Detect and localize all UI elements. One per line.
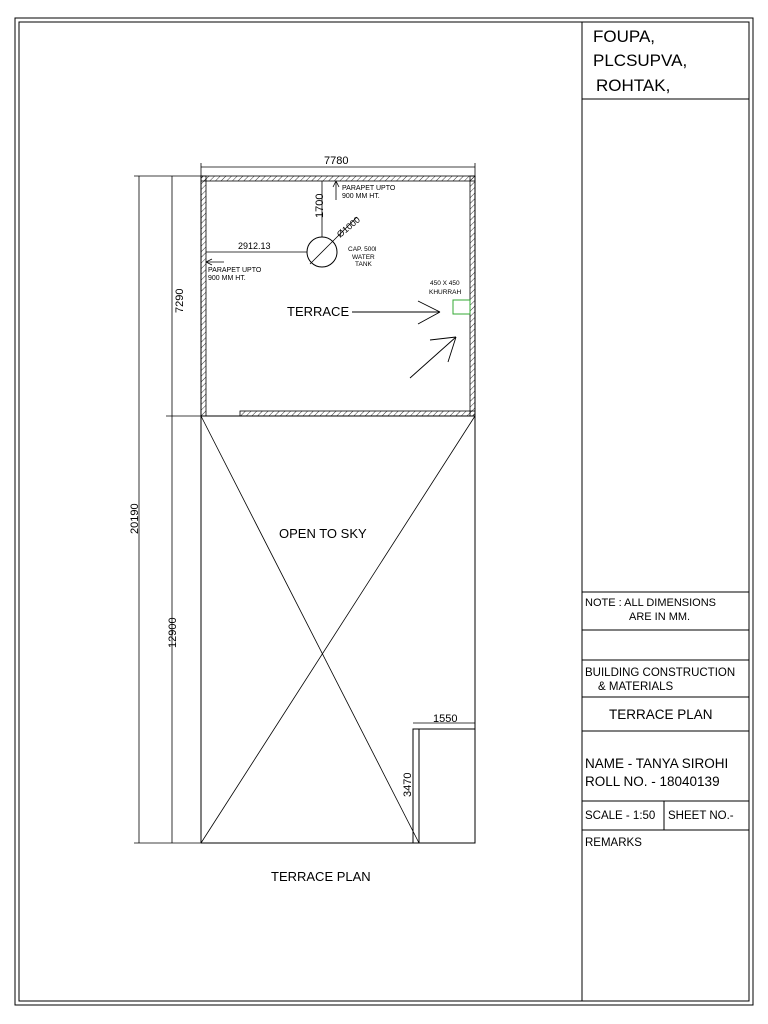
terrace-label: TERRACE (287, 304, 350, 319)
sheet-no-label: SHEET NO.- (668, 810, 734, 822)
terrace-wall-left (201, 176, 206, 416)
dim-overall-width: 7780 (324, 155, 349, 167)
sheet-title: TERRACE PLAN (609, 707, 713, 722)
parapet-top-line-1: PARAPET UPTO (342, 185, 396, 192)
remarks-label: REMARKS (585, 837, 642, 849)
khurrah (453, 300, 470, 314)
khurrah-label-line-1: 450 X 450 (430, 280, 460, 287)
outer-border (15, 18, 753, 1005)
parapet-left-line-2: 900 MM HT. (208, 275, 246, 282)
khurrah-label-line-2: KHURRAH (429, 289, 462, 296)
terrace-wall-right (470, 176, 475, 416)
parapet-top-line-2: 900 MM HT. (342, 193, 380, 200)
note-line-1: NOTE : ALL DIMENSIONS (585, 597, 717, 609)
roll-number: ROLL NO. - 18040139 (585, 774, 720, 789)
dim-small-block-width: 1550 (433, 713, 458, 725)
tank-diameter: Ø1000 (334, 214, 362, 240)
parapet-left-line-1: PARAPET UPTO (208, 267, 262, 274)
institute-line-2: PLCSUPVA, (593, 51, 688, 70)
terrace-wall-top (201, 176, 475, 181)
tank-label-line-1: CAP. 500l (348, 246, 377, 253)
subject-line-2: & MATERIALS (598, 681, 674, 693)
dim-tank-offset-top: 1700 (314, 193, 326, 218)
institute-line-3: ROHTAK, (596, 76, 671, 95)
dim-tank-offset-left: 2912.13 (238, 241, 271, 251)
scale-label: SCALE - 1:50 (585, 810, 656, 822)
title-block (582, 22, 749, 1001)
subject-line-1: BUILDING CONSTRUCTION (585, 667, 736, 679)
institute-line-1: FOUPA, (593, 27, 656, 46)
student-name: NAME - TANYA SIROHI (585, 756, 729, 771)
dim-small-block-length: 3470 (402, 772, 414, 797)
open-to-sky-diagonal-2 (201, 416, 475, 843)
open-to-sky-label: OPEN TO SKY (279, 526, 367, 541)
dim-open-length: 12900 (167, 617, 179, 648)
tank-label-line-2: WATER (352, 254, 375, 261)
small-block (413, 729, 475, 843)
note-line-2: ARE IN MM. (629, 611, 691, 623)
drawing-caption: TERRACE PLAN (271, 869, 371, 884)
open-to-sky-diagonal-1 (201, 416, 419, 843)
tank-label-line-3: TANK (355, 261, 372, 268)
dim-overall-length: 20190 (129, 503, 141, 534)
terrace-plan-drawing (129, 155, 475, 884)
terrace-wall-bottom (240, 411, 475, 416)
dim-terrace-length: 7290 (174, 288, 186, 313)
